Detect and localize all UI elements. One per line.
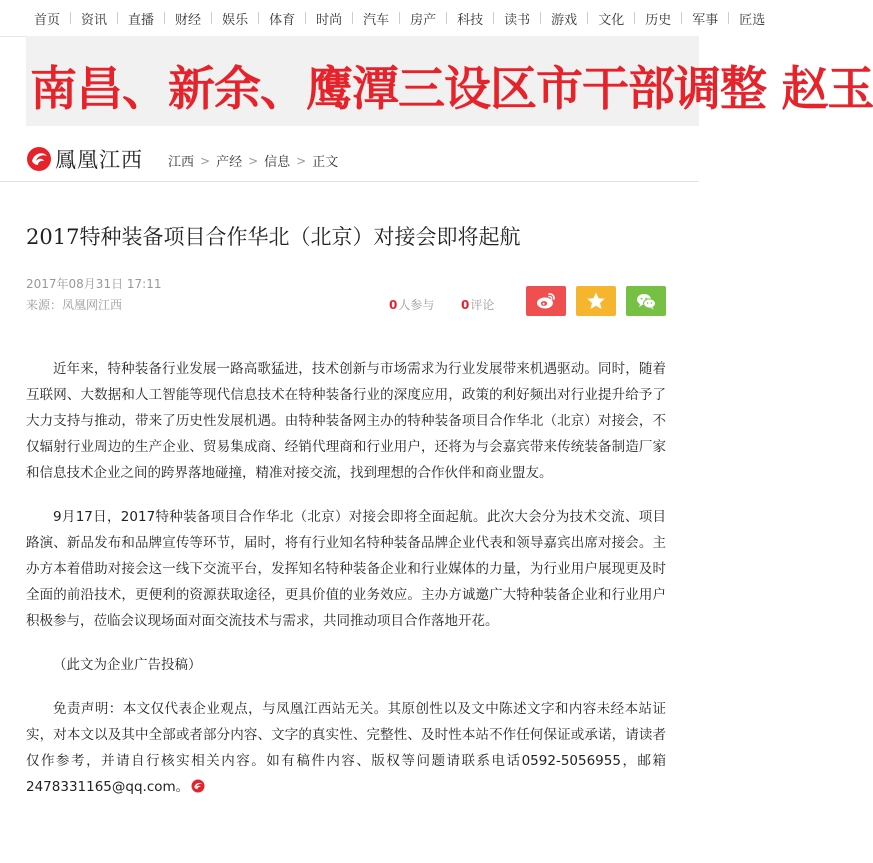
favorite-star-icon [585,290,607,312]
nav-item-label: 匠选 [739,12,766,28]
nav-item-label: 直播 [128,12,155,28]
wechat-share-button[interactable] [626,286,666,316]
article-source-link[interactable]: 来源：凤凰网江西 [26,298,123,312]
nav-item-label: 历史 [645,12,672,28]
wechat-share-icon [635,290,657,312]
nav-item-label: 科技 [457,12,484,28]
nav-item-label: 资讯 [81,12,108,28]
weibo-share-button[interactable] [526,286,566,316]
phoenix-small-icon [191,779,205,793]
nav-item-label: 娱乐 [222,12,249,28]
breadcrumb-item-industry[interactable]: 产经 [216,155,243,170]
weibo-share-icon [535,290,557,312]
participants-stat[interactable] [389,296,434,313]
article-body [26,356,666,818]
breadcrumb-item-article: 正文 [312,155,339,170]
article-source [26,296,122,313]
nav-item[interactable] [729,0,775,36]
top-nav-list [0,0,766,36]
nav-item-label: 时尚 [316,12,343,28]
breadcrumb-item-jiangxi[interactable]: 江西 [168,155,195,170]
article-paragraph: 9月17日，2017特种装备项目合作华北（北京）对接会即将全面起航。此次大会分为技术交流、项目路演、新品发布和品牌宣传等环节，届时，将有行业知名特种装备品牌企业代表和领导嘉宾出席对接会。主办方本着借助对接会这一线下交流平台，发挥知名特种装备企业和行业媒体的力量，为行业用户展现更及时全面的前沿技术，更便利的资源获取途径，更具价值的业务效应。主办方诚邀广大特种装备企业和行业用户积极参与，莅临会议现场面对面交流技术与需求，共同推动项目合作落地开花。 [26,509,666,629]
participants-count: 0 [389,298,398,312]
breadcrumb-arrow-icon: > [248,153,259,168]
nav-item[interactable] [71,0,118,36]
disclaimer-text: 免责声明：本文仅代表企业观点，与凤凰江西站无关。其原创性以及文中陈述文字和内容未经本站证实，对本文以及其中全部或者部分内容、文字的真实性、完整性、及时性本站不作任何保证或承诺，请读者仅作参考，并请自行核实相关内容。如有稿件内容、版权等问题请联系电话0592-5056955，邮箱2478331165@qq.com。 [26,701,666,795]
participants-label: 人参与 [398,298,435,312]
nav-item[interactable] [541,0,588,36]
breadcrumb-arrow-icon: > [200,153,211,168]
nav-item[interactable] [353,0,400,36]
comments-count: 0 [461,298,470,312]
breadcrumb-item-info[interactable]: 信息 [264,155,291,170]
nav-item-label: 文化 [598,12,625,28]
nav-item[interactable] [400,0,447,36]
nav-item[interactable] [588,0,635,36]
nav-item-label: 房产 [410,12,437,28]
top-nav [0,0,766,37]
comments-stat[interactable] [461,296,494,313]
nav-item[interactable] [682,0,729,36]
phoenix-logo-icon [26,146,52,172]
nav-item-label: 体育 [269,12,296,28]
nav-item-label: 读书 [504,12,531,28]
banner-headline[interactable]: 南昌、新余、鹰潭三设区市干部调整 赵玉 [30,62,873,117]
article-datetime: 2017年08月31日 17:11 [26,277,162,291]
nav-item-label: 首页 [34,12,61,28]
headline-banner[interactable] [26,36,873,126]
brand-bar [0,138,699,182]
article-title: 2017特种装备项目合作华北（北京）对接会即将起航 [26,225,521,249]
breadcrumb-arrow-icon: > [296,153,307,168]
comments-label: 评论 [470,298,495,312]
nav-item-label: 军事 [692,12,719,28]
nav-item[interactable] [447,0,494,36]
nav-item[interactable] [212,0,259,36]
nav-item-label: 财经 [175,12,202,28]
nav-item[interactable] [165,0,212,36]
logo-text: 鳳凰江西 [55,148,143,172]
nav-item[interactable] [635,0,682,36]
nav-item[interactable] [494,0,541,36]
nav-item-label: 汽车 [363,12,390,28]
favorite-button[interactable] [576,286,616,316]
nav-item[interactable] [259,0,306,36]
nav-item[interactable] [24,0,71,36]
article-paragraph: （此文为企业广告投稿） [53,657,202,673]
site-logo[interactable] [26,144,166,174]
nav-item[interactable] [118,0,165,36]
nav-item[interactable] [306,0,353,36]
disclaimer-paragraph [26,696,666,800]
breadcrumb [168,151,338,170]
article-paragraph: 近年来，特种装备行业发展一路高歌猛进，技术创新与市场需求为行业发展带来机遇驱动。同时，随着互联网、大数据和人工智能等现代信息技术在特种装备行业的深度应用，政策的利好频出对行业提升给予了大力支持与推动，带来了历史性发展机遇。由特种装备网主办的特种装备项目合作华北（北京）对接会，不仅辐射行业周边的生产企业、贸易集成商、经销代理商和行业用户，还将为与会嘉宾带来传统装备制造厂家和信息技术企业之间的跨界落地碰撞，精准对接交流，找到理想的合作伙伴和商业盟友。 [26,361,666,481]
nav-item-label: 游戏 [551,12,578,28]
